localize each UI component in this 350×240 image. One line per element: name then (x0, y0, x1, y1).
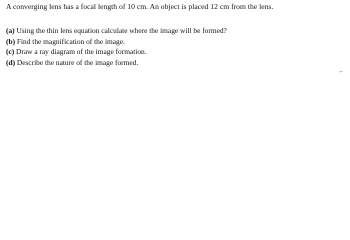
question-c (6, 47, 227, 58)
question-c-label: (c) (6, 47, 15, 57)
corner-mark-icon: ⌐ (339, 69, 343, 75)
problem-statement: A converging lens has a focal length of 10 cm. An object is placed 12 cm from the lens. (6, 2, 274, 11)
question-d-text: Describe the nature of the image formed. (15, 57, 139, 67)
question-a-text: Using the thin lens equation calculate where the image will be formed? (14, 26, 227, 35)
question-b-text: Find the magnification of the image. (15, 36, 125, 46)
question-c-text: Draw a ray diagram of the image formation. (14, 47, 147, 57)
question-list (6, 26, 227, 68)
document-page (0, 0, 350, 85)
question-d-label: (d) (6, 57, 16, 67)
question-d (6, 58, 227, 69)
question-b-label: (b) (6, 36, 16, 46)
question-a-label: (a) (6, 26, 15, 35)
question-b (6, 37, 227, 48)
question-a (6, 26, 227, 37)
